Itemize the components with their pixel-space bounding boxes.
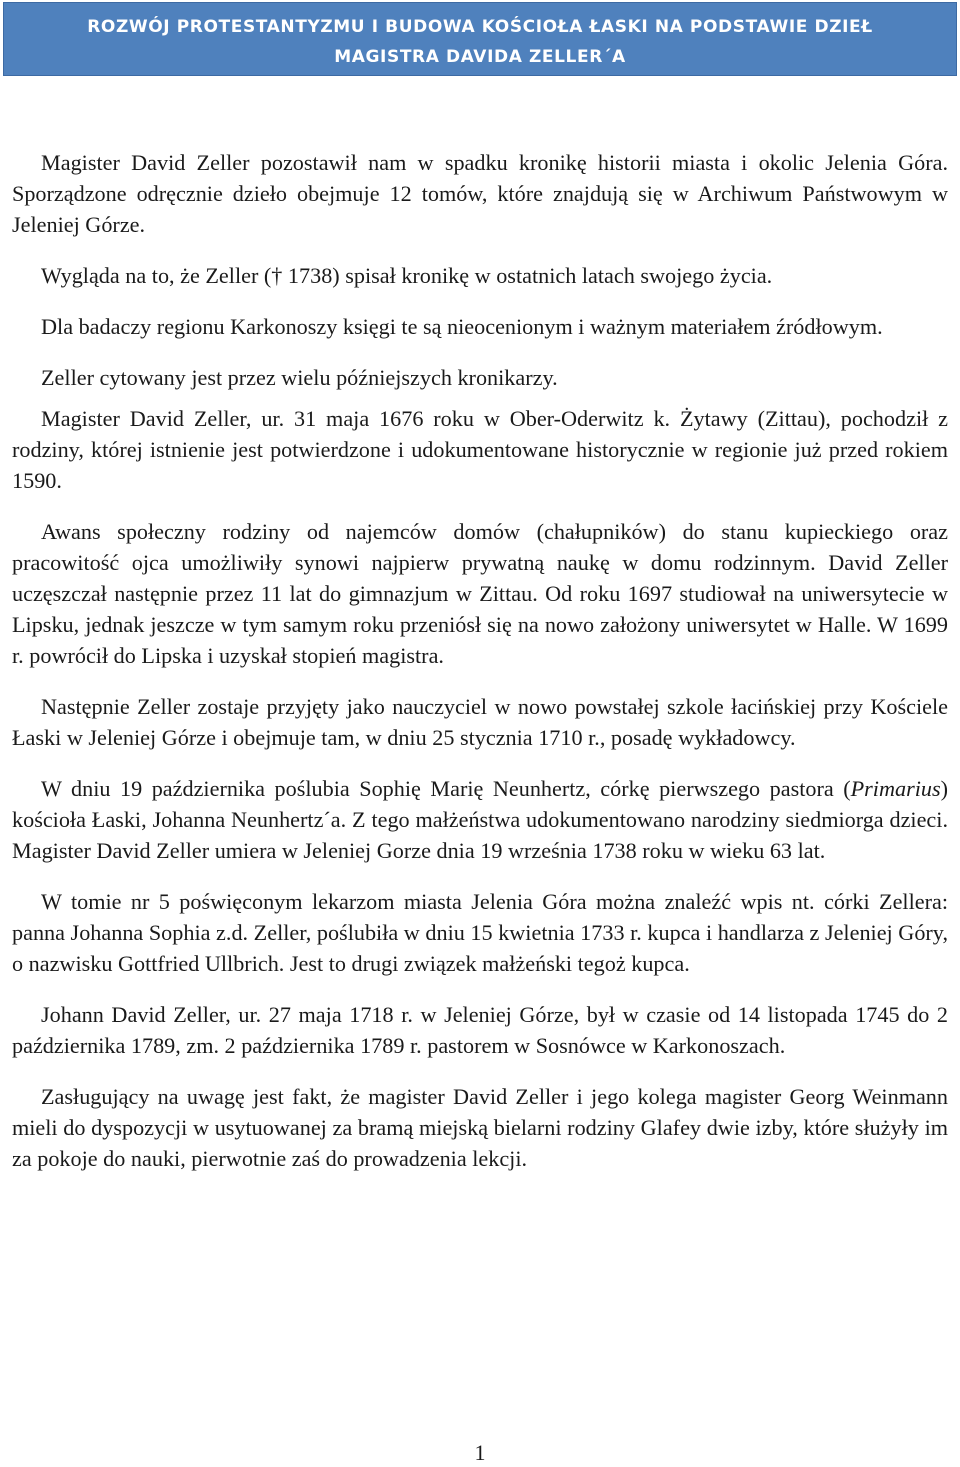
paragraph-intro: Magister David Zeller pozostawił nam w spadku kronikę historii miasta i okolic Jelenia Góra. Sporządzone odręcznie dzieło obejmuje 12 tomów, które znajdują się w Archiwum Państwowym w Jeleniej Górze. (12, 150, 948, 237)
paragraph-chronicle-date: Wygląda na to, że Zeller († 1738) spisał kronikę w ostatnich latach swojego życia. (41, 263, 773, 288)
document-body (12, 147, 948, 1194)
paragraph-researchers: Dla badaczy regionu Karkonoszy księgi te są nieocenionym i ważnym materiałem źródłowym. (41, 314, 883, 339)
paragraph-marriage: W dniu 19 października poślubia Sophię Marię Neunhertz, córkę pierwszego pastora (Primarius) kościoła Łaski, Johanna Neunhertz´a. Z tego małżeństwa udokumentowano narodziny siedmiorga dzieci. Magister David Zeller umiera w Jeleniej Gorze dnia 19 września 1738 roku w wieku 63 lat. (12, 776, 948, 863)
paragraph-cited: Zeller cytowany jest przez wielu późniejszych kronikarzy. (41, 365, 558, 390)
paragraph-weinmann: Zasługujący na uwagę jest fakt, że magister David Zeller i jego kolega magister Georg Weinmann mieli do dyspozycji w usytuowanej za bramą miejską bielarni rodziny Glafey dwie izby, które służyły im za pokoje do nauki, pierwotnie zaś do prowadzenia lekcji. (12, 1084, 948, 1171)
page-number: 1 (474, 1440, 486, 1465)
paragraph-education: Awans społeczny rodziny od najemców domów (chałupników) do stanu kupieckiego oraz pracowitość ojca umożliwiły synowi najpierw prywatną naukę w domu rodzinnym. David Zeller uczęszczał następnie przez 11 lat do gimnazjum w Zittau. Od roku 1697 studiował na uniwersytecie w Lipsku, jednak jeszcze w tym samym roku przeniósł się na nowo założony uniwersytet w Halle. W 1699 r. powrócił do Lipska i uzyskał stopień magistra. (12, 519, 948, 668)
document-header (3, 2, 957, 76)
paragraph-teacher: Następnie Zeller zostaje przyjęty jako nauczyciel w nowo powstałej szkole łacińskiej przy Kościele Łaski w Jeleniej Górze i obejmuje tam, w dniu 25 stycznia 1710 r., posadę wykładowcy. (12, 694, 948, 750)
paragraph-daughter: W tomie nr 5 poświęconym lekarzom miasta Jelenia Góra można znaleźć wpis nt. córki Zellera: panna Johanna Sophia z.d. Zeller, poślubiła w dniu 15 kwietnia 1733 r. kupca i handlarza z Jeleniej Góry, o nazwisku Gottfried Ullbrich. Jest to drugi związek małżeński tegoż kupca. (12, 889, 948, 976)
paragraph-son: Johann David Zeller, ur. 27 maja 1718 r. w Jeleniej Górze, był w czasie od 14 listopada 1745 do 2 października 1789, zm. 2 października 1789 r. pastorem w Sosnówce w Karkonoszach. (12, 1002, 948, 1058)
paragraph-birth: Magister David Zeller, ur. 31 maja 1676 roku w Ober-Oderwitz k. Żytawy (Zittau), pochodził z rodziny, której istnienie jest potwierdzone i udokumentowane historycznie w regionie już przed rokiem 1590. (12, 406, 948, 493)
header-title-line1: ROZWÓJ PROTESTANTYZMU I BUDOWA KOŚCIOŁA ŁASKI NA PODSTAWIE DZIEŁ (87, 17, 873, 37)
header-title-line2: MAGISTRA DAVIDA ZELLER´A (334, 47, 626, 67)
primarius-term: Primarius (850, 776, 941, 801)
